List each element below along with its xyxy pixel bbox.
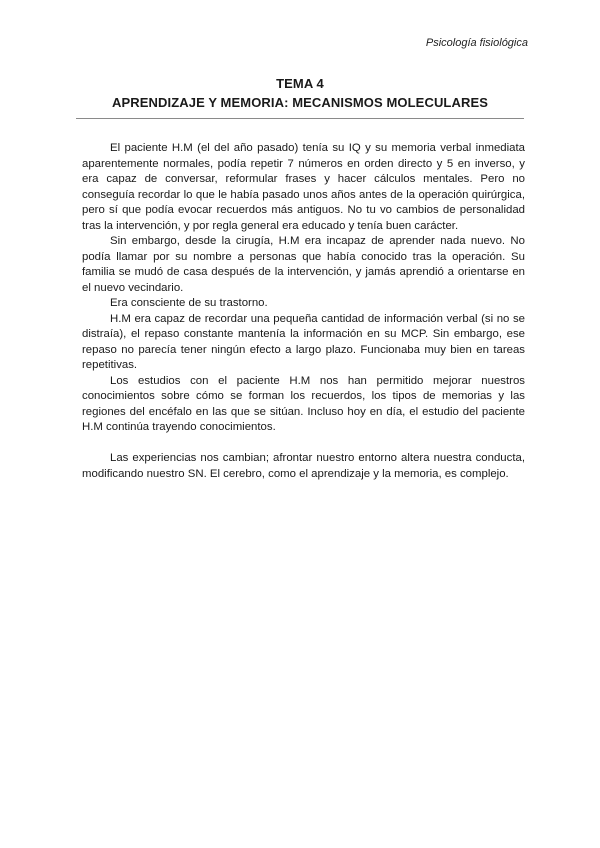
paragraph-after-surgery: Sin embargo, desde la cirugía, H.M era incapaz de aprender nada nuevo. No podía llamar por su nombre a personas que había conocido tras la operación. Su familia se mudó de casa después de la intervención, y jamás aprendió a orientarse en el nuevo vecindario. — [82, 235, 525, 294]
topic-number: TEMA 4 — [276, 76, 324, 91]
paragraph-short-term-memory: H.M era capaz de recordar una pequeña cantidad de información verbal (si no se distraía), el repaso constante mantenía la información en su MCP. Sin embargo, ese repaso no parecía tener ningún efecto a largo plazo. Funcionaba muy bien en tareas repetitivas. — [82, 312, 525, 371]
topic-subtitle: APRENDIZAJE Y MEMORIA: MECANISMOS MOLECULARES — [112, 95, 488, 110]
body-text — [82, 141, 525, 482]
title-divider — [76, 118, 524, 119]
document-title — [76, 74, 524, 112]
paragraph-hm-profile: El paciente H.M (el del año pasado) tenía su IQ y su memoria verbal inmediata aparentemente normales, podía repetir 7 números en orden directo y 5 en inverso, y era capaz de conversar, reformular frases y hacer cálculos mentales. Pero no conseguía recordar lo que le había pasado unos años antes de la operación quirúrgica, pero sí que podía evocar recuerdos más antiguos. No tu vo cambios de personalidad tras la intervención, y por regla general era educado y tenía buen carácter. — [82, 142, 525, 232]
paragraph-research-impact: Los estudios con el paciente H.M nos han permitido mejorar nuestros conocimientos sobre cómo se forman los recuerdos, los tipos de memorias y las regiones del encéfalo en las que se sitúan. Incluso hoy en día, el estudio del paciente H.M continúa trayendo conocimientos. — [82, 374, 525, 433]
paragraph-awareness: Era consciente de su trastorno. — [110, 297, 268, 309]
paragraph-conclusion: Las experiencias nos cambian; afrontar nuestro entorno altera nuestra conducta, modificando nuestro SN. El cerebro, como el aprendizaje y la memoria, es complejo. — [82, 452, 525, 480]
running-header: Psicología fisiológica — [425, 37, 528, 49]
